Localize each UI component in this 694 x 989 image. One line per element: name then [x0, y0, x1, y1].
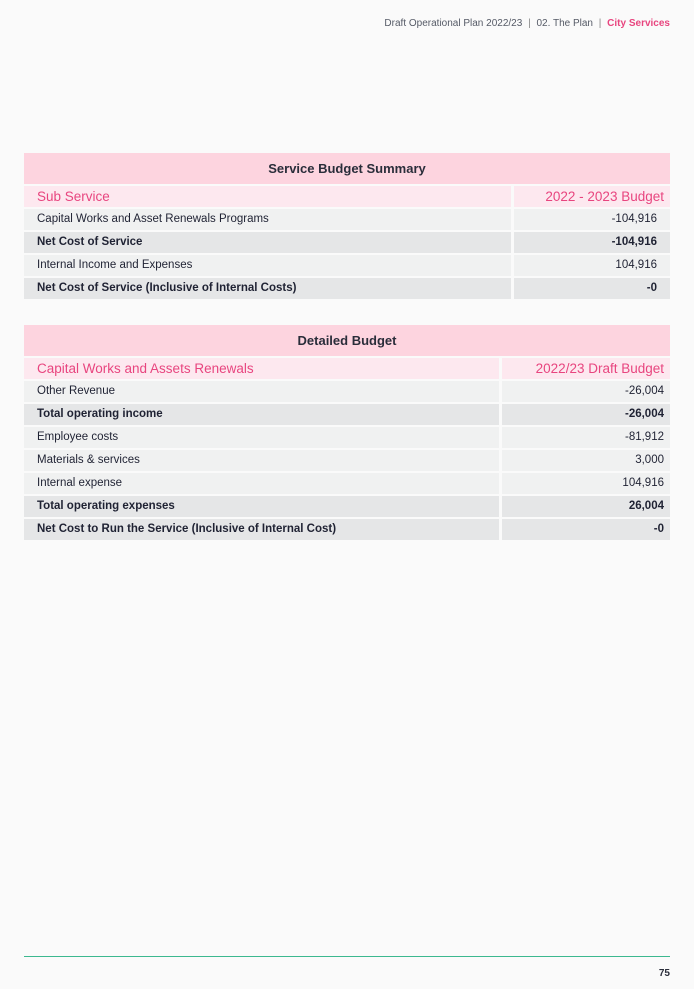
- column-header-sub-service: Sub Service: [24, 186, 511, 207]
- table-row: [24, 209, 670, 230]
- row-label: Capital Works and Asset Renewals Programs: [24, 209, 511, 230]
- row-label: Internal Income and Expenses: [24, 255, 511, 276]
- row-label: Other Revenue: [24, 381, 499, 402]
- header-separator: |: [528, 18, 531, 29]
- row-value: -0: [502, 519, 670, 540]
- table-title: Service Budget Summary: [24, 153, 670, 184]
- table-header-row: [24, 186, 670, 207]
- table-row: [24, 473, 670, 494]
- column-header-budget: 2022/23 Draft Budget: [502, 358, 670, 379]
- row-label: Total operating expenses: [24, 496, 499, 517]
- row-label: Internal expense: [24, 473, 499, 494]
- table-row: [24, 427, 670, 448]
- row-value: -26,004: [502, 381, 670, 402]
- chapter-label: 02. The Plan: [536, 18, 593, 29]
- row-label: Employee costs: [24, 427, 499, 448]
- row-label: Materials & services: [24, 450, 499, 471]
- table-header-row: [24, 358, 670, 379]
- table-row: [24, 255, 670, 276]
- table-row: [24, 450, 670, 471]
- row-label: Net Cost of Service (Inclusive of Internal Costs): [24, 278, 511, 299]
- table-title: Detailed Budget: [24, 325, 670, 356]
- row-value: -26,004: [502, 404, 670, 425]
- table-row: [24, 519, 670, 540]
- row-label: Total operating income: [24, 404, 499, 425]
- row-value: 104,916: [502, 473, 670, 494]
- table-row: [24, 278, 670, 299]
- row-value: 26,004: [502, 496, 670, 517]
- table-row: [24, 404, 670, 425]
- row-label: Net Cost to Run the Service (Inclusive of Internal Cost): [24, 519, 499, 540]
- column-header-category: Capital Works and Assets Renewals: [24, 358, 499, 379]
- table-row: [24, 232, 670, 253]
- row-value: -81,912: [502, 427, 670, 448]
- document-title: Draft Operational Plan 2022/23: [384, 18, 523, 29]
- section-label: City Services: [607, 18, 670, 29]
- row-value: -0: [514, 278, 670, 299]
- row-value: -104,916: [514, 209, 670, 230]
- detailed-budget-table: [24, 325, 670, 542]
- footer-divider: [24, 956, 670, 957]
- row-label: Net Cost of Service: [24, 232, 511, 253]
- header-separator: |: [598, 18, 602, 29]
- row-value: 104,916: [514, 255, 670, 276]
- row-value: 3,000: [502, 450, 670, 471]
- column-header-budget: 2022 - 2023 Budget: [514, 186, 670, 207]
- row-value: -104,916: [514, 232, 670, 253]
- page-header: [384, 18, 670, 29]
- table-row: [24, 381, 670, 402]
- service-budget-summary-table: [24, 153, 670, 301]
- page-number: 75: [658, 968, 670, 979]
- table-row: [24, 496, 670, 517]
